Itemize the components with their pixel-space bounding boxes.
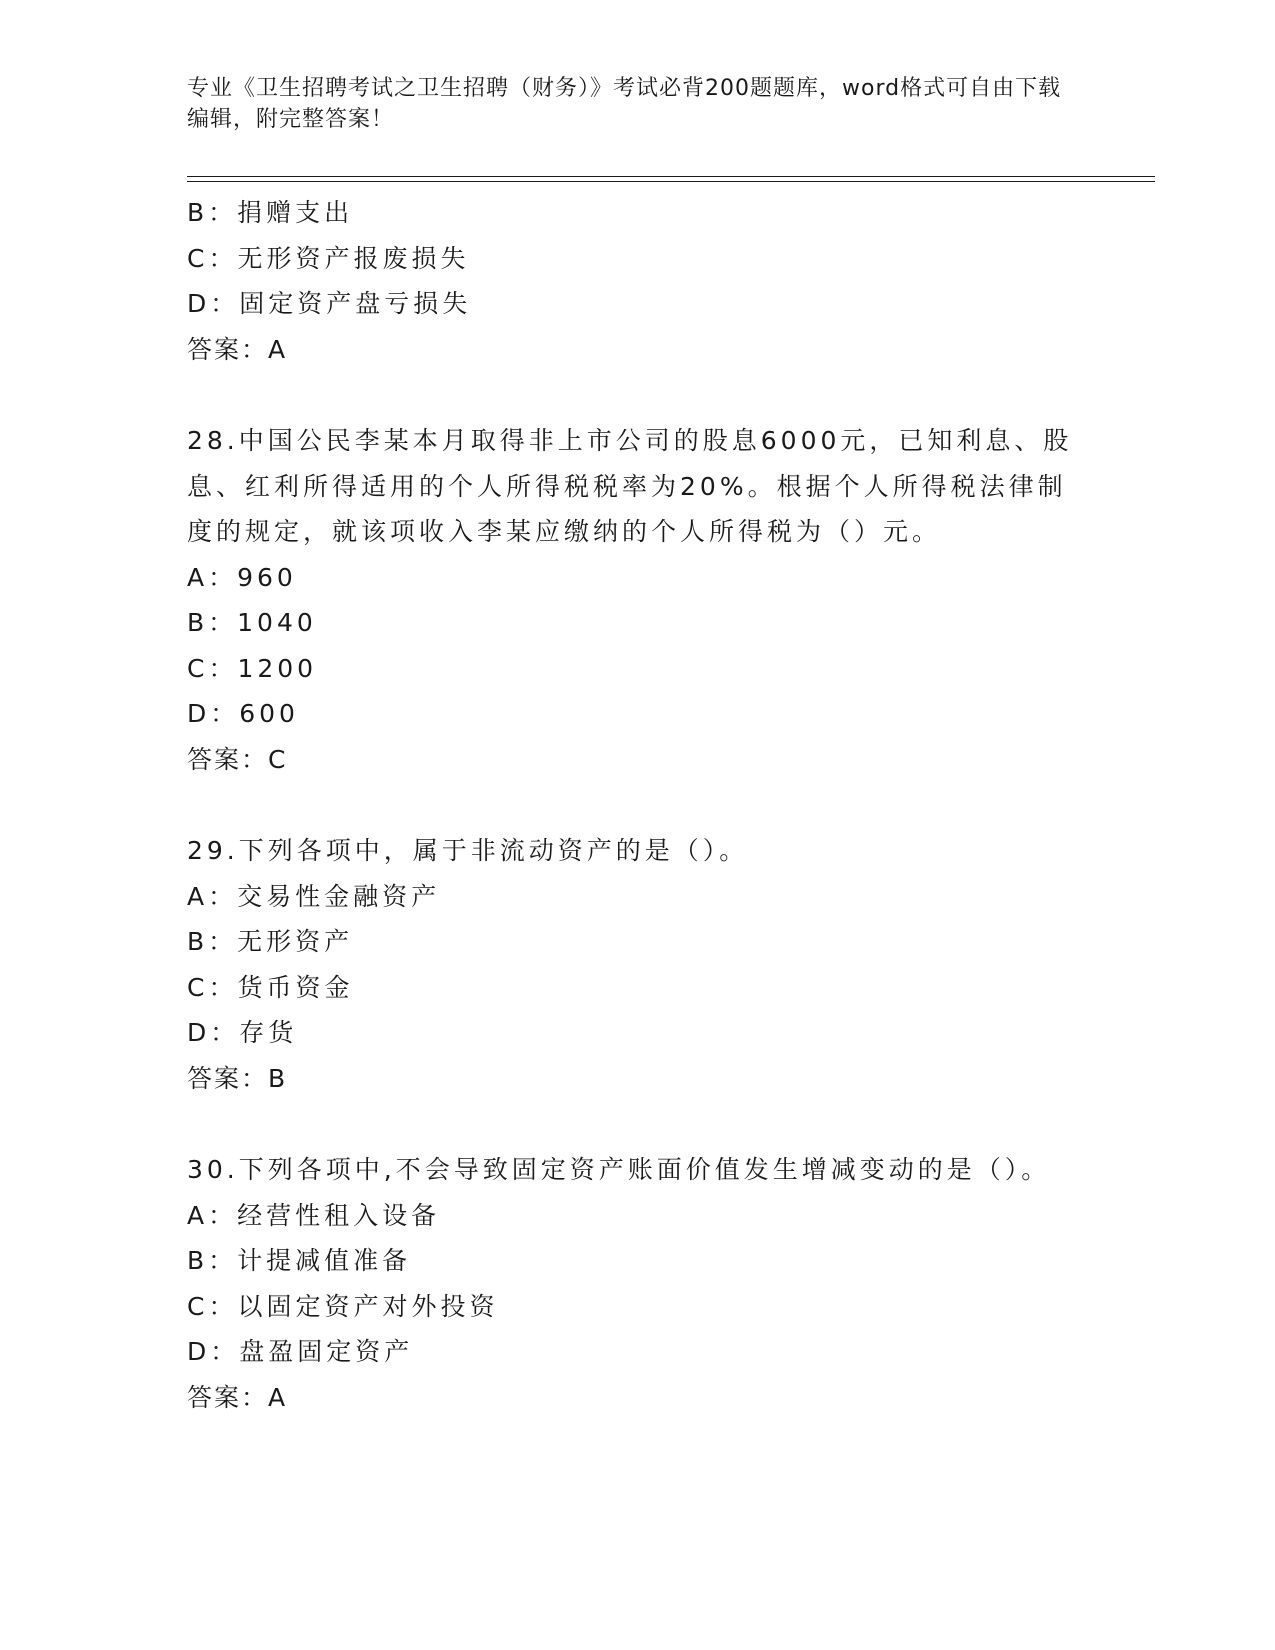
option-c: C：货币资金 bbox=[187, 972, 354, 1002]
header-rule-top bbox=[187, 176, 1155, 177]
question-27-continued bbox=[187, 190, 1087, 372]
question-stem: 28.中国公民李某本月取得非上市公司的股息6000元，已知利息、股息、红利所得适用的个人所得税税率为20%。根据个人所得税法律制度的规定，就该项收入李某应缴纳的个人所得税为（）元。 bbox=[187, 426, 1073, 546]
option-b: B：捐赠支出 bbox=[187, 198, 354, 227]
question-stem: 30.下列各项中,不会导致固定资产账面价值发生增减变动的是（）。 bbox=[187, 1155, 1051, 1184]
option-c: C：以固定资产对外投资 bbox=[187, 1291, 499, 1321]
option-d: D：固定资产盘亏损失 bbox=[187, 289, 472, 318]
option-b: B：计提减值准备 bbox=[187, 1246, 412, 1275]
answer-line: 答案：C bbox=[187, 744, 288, 774]
option-c: C：1200 bbox=[187, 653, 318, 683]
option-a: A：交易性金融资产 bbox=[187, 881, 441, 911]
question-30 bbox=[187, 1147, 1087, 1420]
option-b: B：无形资产 bbox=[187, 927, 354, 956]
option-d: D：600 bbox=[187, 699, 299, 728]
answer-line: 答案：B bbox=[187, 1063, 288, 1093]
option-d: D：盘盈固定资产 bbox=[187, 1337, 414, 1366]
option-d: D：存货 bbox=[187, 1018, 298, 1047]
question-29 bbox=[187, 828, 1087, 1101]
question-stem: 29.下列各项中，属于非流动资产的是（）。 bbox=[187, 836, 749, 865]
option-b: B：1040 bbox=[187, 608, 317, 637]
option-c: C：无形资产报废损失 bbox=[187, 243, 470, 273]
answer-line: 答案：A bbox=[187, 1382, 288, 1412]
answer-line: 答案：A bbox=[187, 334, 288, 364]
document-header: 专业《卫生招聘考试之卫生招聘（财务）》考试必背200题题库，word格式可自由下载编辑，附完整答案！ bbox=[187, 76, 1062, 132]
question-28 bbox=[187, 418, 1087, 782]
option-a: A：经营性租入设备 bbox=[187, 1200, 441, 1230]
header-rule-bottom bbox=[187, 181, 1155, 182]
question-list bbox=[187, 190, 1087, 1420]
option-a: A：960 bbox=[187, 562, 297, 592]
